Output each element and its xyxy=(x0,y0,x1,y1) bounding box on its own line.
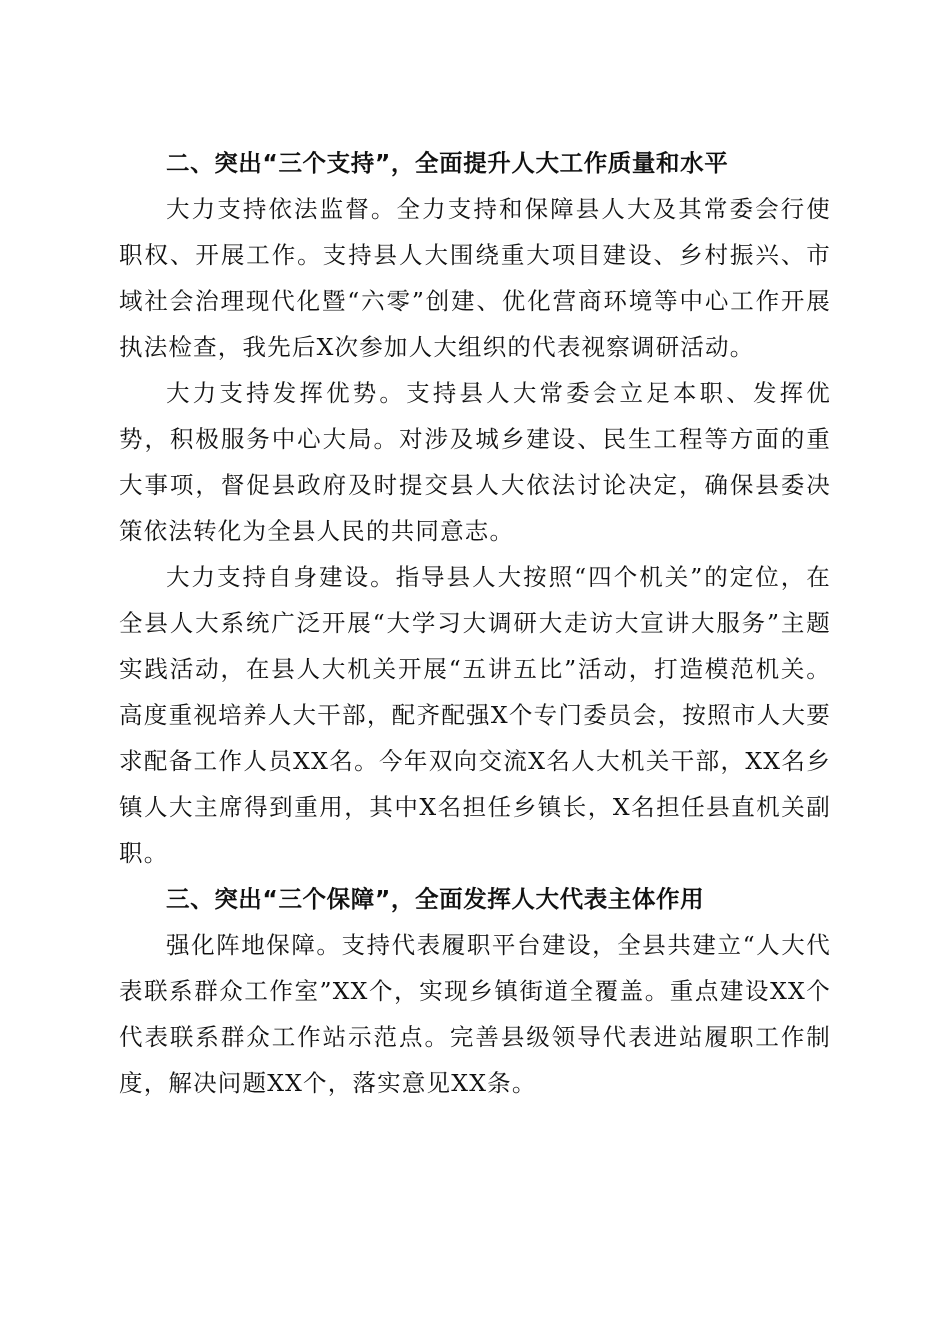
section-heading-three: 三、突出“三个保障”，全面发挥人大代表主体作用 xyxy=(166,885,705,913)
document-body xyxy=(119,140,831,1106)
paragraph-supervision: 大力支持依法监督。全力支持和保障县人大及其常委会行使职权、开展工作。支持县人大围绕重大项目建设、乡村振兴、市域社会治理现代化暨“六零”创建、优化营商环境等中心工作开展执法检查，我先后X次参加人大组织的代表视察调研活动。 xyxy=(119,195,831,361)
paragraph-position: 强化阵地保障。支持代表履职平台建设，全县共建立“人大代表联系群众工作室”XX个，实现乡镇街道全覆盖。重点建设XX个代表联系群众工作站示范点。完善县级领导代表进站履职工作制度，解决问题XX个，落实意见XX条。 xyxy=(119,931,831,1097)
section-heading-two: 二、突出“三个支持”，全面提升人大工作质量和水平 xyxy=(166,149,729,177)
paragraph-self-building: 大力支持自身建设。指导县人大按照“四个机关”的定位，在全县人大系统广泛开展“大学习大调研大走访大宣讲大服务”主题实践活动，在县人大机关开展“五讲五比”活动，打造模范机关。高度重视培养人大干部，配齐配强X个专门委员会，按照市人大要求配备工作人员XX名。今年双向交流X名人大机关干部，XX名乡镇人大主席得到重用，其中X名担任乡镇长，X名担任县直机关副职。 xyxy=(119,563,831,867)
paragraph-advantage: 大力支持发挥优势。支持县人大常委会立足本职、发挥优势，积极服务中心大局。对涉及城乡建设、民生工程等方面的重大事项，督促县政府及时提交县人大依法讨论决定，确保县委决策依法转化为全县人民的共同意志。 xyxy=(119,379,831,545)
